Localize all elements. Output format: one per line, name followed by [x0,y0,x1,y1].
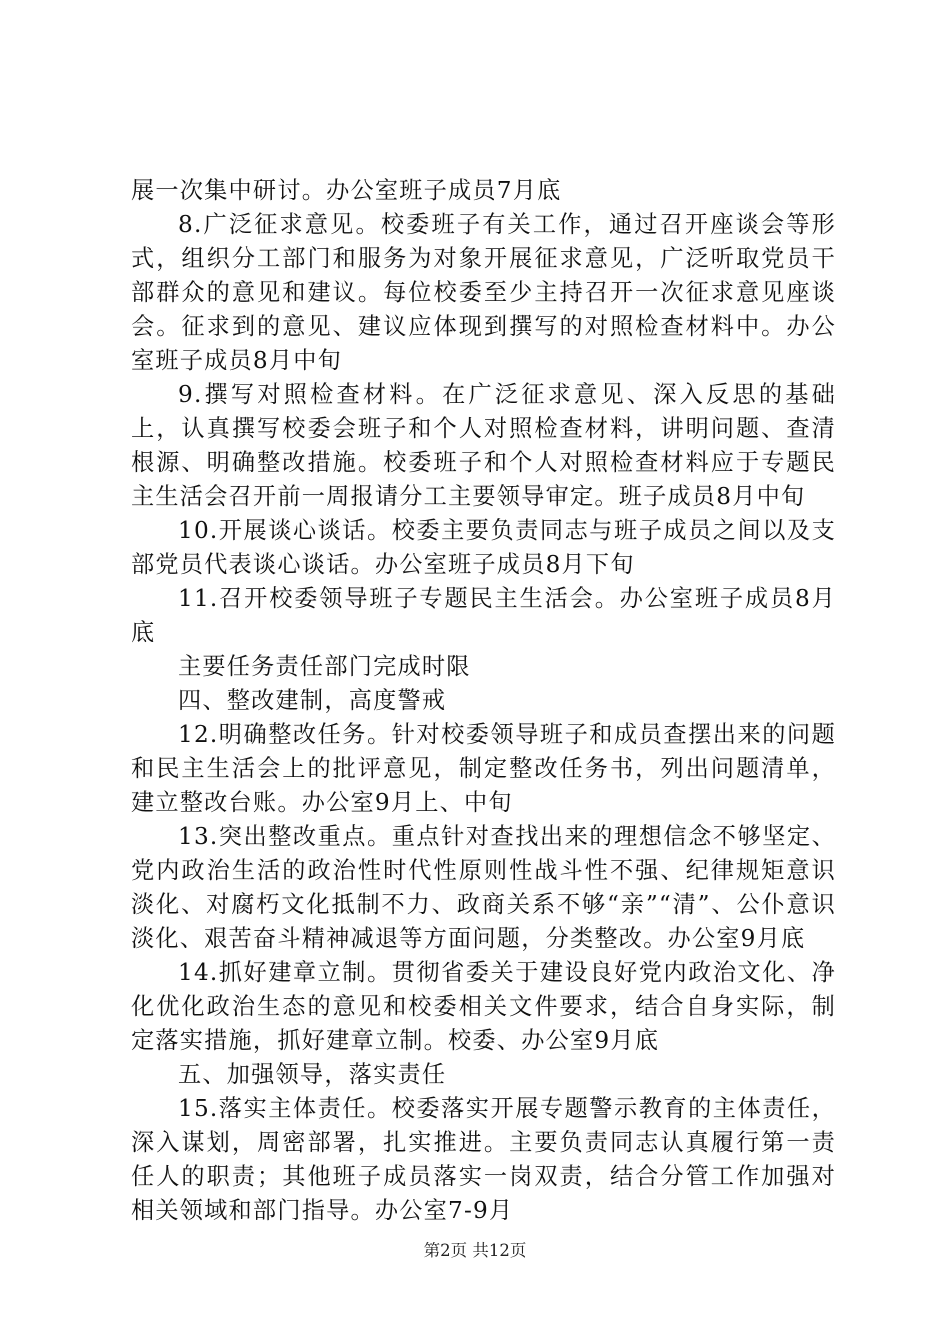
paragraph: 12.明确整改任务。针对校委领导班子和成员查摆出来的问题和民主生活会上的批评意见，制定整改任务书，列出问题清单，建立整改台账。办公室9月上、中旬 [131,721,836,816]
page-footer [0,1240,950,1262]
paragraph: 15.落实主体责任。校委落实开展专题警示教育的主体责任，深入谋划，周密部署，扎实推进。主要负责同志认真履行第一责任人的职责；其他班子成员落实一岗双责，结合分管工作加强对相关领域和部门指导。办公室7-9月 [131,1095,836,1224]
paragraph: 9.撰写对照检查材料。在广泛征求意见、深入反思的基础上，认真撰写校委会班子和个人对照检查材料，讲明问题、查清根源、明确整改措施。校委班子和个人对照检查材料应于专题民主生活会召开前一周报请分工主要领导审定。班子成员8月中旬 [131,381,836,510]
document-body [131,174,836,1228]
paragraph: 14.抓好建章立制。贯彻省委关于建设良好党内政治文化、净化优化政治生态的意见和校委相关文件要求，结合自身实际，制定落实措施，抓好建章立制。校委、办公室9月底 [131,959,836,1054]
page-number: 第2页 共12页 [423,1241,527,1260]
paragraph: 8.广泛征求意见。校委班子有关工作，通过召开座谈会等形式，组织分工部门和服务为对象开展征求意见，广泛听取党员干部群众的意见和建议。每位校委至少主持召开一次征求意见座谈会。征求到的意见、建议应体现到撰写的对照检查材料中。办公室班子成员8月中旬 [131,211,836,374]
section-heading: 四、整改建制，高度警戒 [178,687,447,714]
paragraph: 10.开展谈心谈话。校委主要负责同志与班子成员之间以及支部党员代表谈心谈话。办公室班子成员8月下旬 [131,517,836,578]
table-header-line: 主要任务责任部门完成时限 [178,653,471,680]
section-heading: 五、加强领导，落实责任 [178,1061,447,1088]
paragraph: 展一次集中研讨。办公室班子成员7月底 [131,177,562,204]
paragraph: 11.召开校委领导班子专题民主生活会。办公室班子成员8月底 [131,585,836,646]
paragraph: 13.突出整改重点。重点针对查找出来的理想信念不够坚定、党内政治生活的政治性时代性原则性战斗性不强、纪律规矩意识淡化、对腐朽文化抵制不力、政商关系不够“亲”“清”、公仆意识淡化、艰苦奋斗精神减退等方面问题，分类整改。办公室9月底 [131,823,836,952]
